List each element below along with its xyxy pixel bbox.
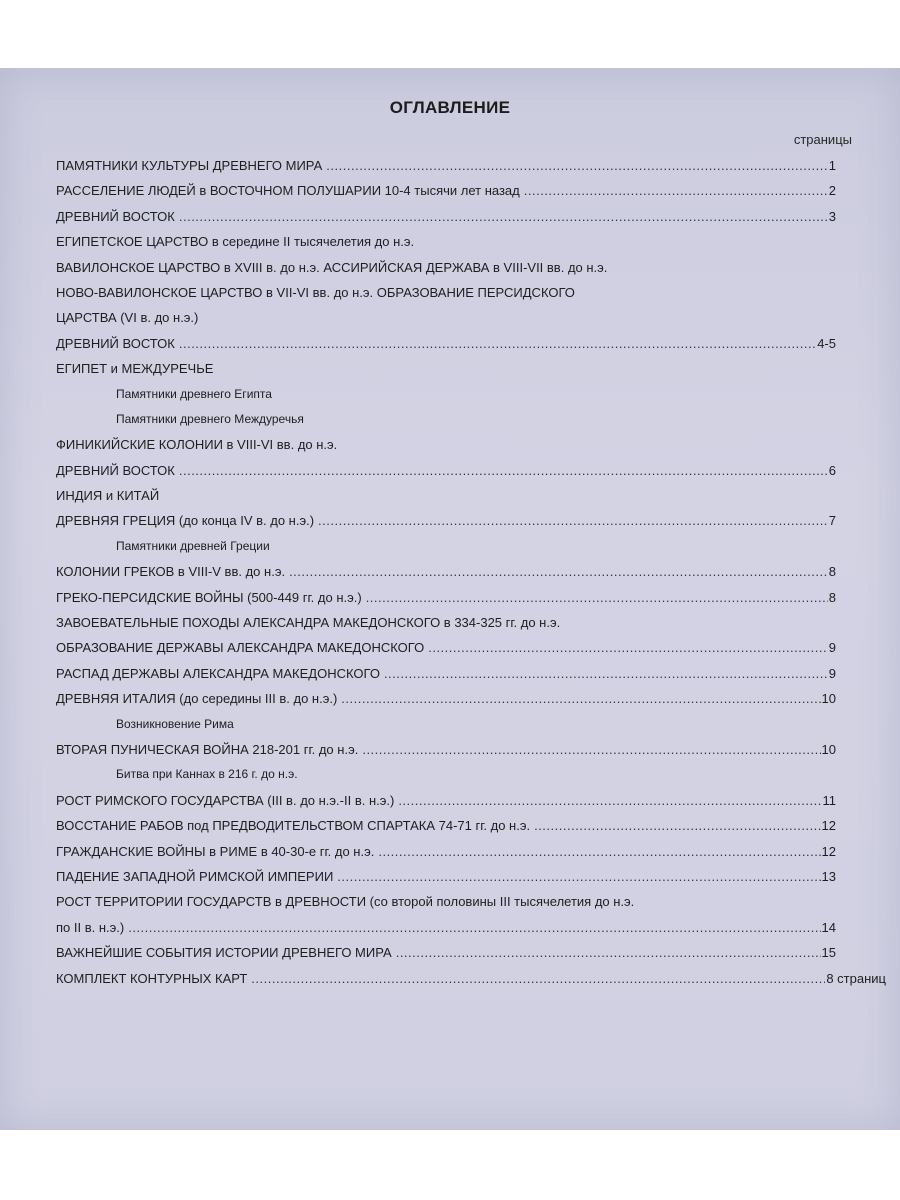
leader-dots	[337, 864, 820, 889]
toc-entry-page: 9	[828, 640, 836, 656]
leader-dots	[326, 153, 827, 178]
leader-dots	[396, 940, 821, 965]
leader-dots	[179, 458, 828, 483]
toc-entry-title: ЕГИПЕТСКОЕ ЦАРСТВО в середине II тысячелетия до н.э.	[56, 234, 415, 250]
leader-dots	[179, 204, 828, 229]
toc-entry-page: 6	[828, 462, 836, 478]
toc-entry-title: ЕГИПЕТ и МЕЖДУРЕЧЬЕ	[56, 361, 214, 377]
toc-entry	[56, 635, 836, 660]
toc-entry	[56, 966, 886, 991]
toc-entry	[56, 204, 836, 229]
toc-entry	[56, 813, 836, 838]
leader-dots	[384, 661, 828, 686]
toc-subentry-title: Памятники древней Греции	[116, 538, 270, 553]
toc-entry-title: ИНДИЯ и КИТАЙ	[56, 488, 160, 504]
toc-entry-page: 13	[821, 868, 836, 884]
toc-entry	[56, 610, 836, 635]
toc-entry-title: ВОССТАНИЕ РАБОВ под ПРЕДВОДИТЕЛЬСТВОМ СПАРТАКА 74-71 гг. до н.э.	[56, 818, 531, 834]
toc-entry-page: 12	[821, 843, 836, 859]
toc-entry-page: 8	[828, 564, 836, 580]
page-title: ОГЛАВЛЕНИЕ	[389, 98, 511, 117]
toc-entry-title: ГРАЖДАНСКИЕ ВОЙНЫ в РИМЕ в 40-30-е гг. до н.э.	[56, 843, 375, 859]
toc-entry-title: по II в. н.э.)	[56, 919, 125, 935]
toc-subentry	[56, 712, 836, 737]
toc-entry	[56, 508, 836, 533]
toc-entry	[56, 864, 836, 889]
toc-entry-title: КОЛОНИИ ГРЕКОВ в VIII-V вв. до н.э.	[56, 564, 286, 580]
leader-dots	[428, 635, 828, 660]
toc-subentry-title: Памятники древнего Египта	[116, 386, 272, 401]
toc-entry-title: ДРЕВНЯЯ ИТАЛИЯ (до середины III в. до н.э.)	[56, 691, 338, 707]
toc-entry-title: ПАМЯТНИКИ КУЛЬТУРЫ ДРЕВНЕГО МИРА	[56, 158, 323, 173]
toc-entry-page: 4-5	[817, 335, 836, 351]
leader-dots	[251, 966, 825, 991]
toc-entry-title: НОВО-ВАВИЛОНСКОЕ ЦАРСТВО в VII-VI вв. до н.э. ОБРАЗОВАНИЕ ПЕРСИДСКОГО	[56, 284, 575, 300]
toc-entry-page: 7	[828, 513, 836, 529]
toc-entry-page: 8	[828, 589, 836, 605]
toc-entry-page: 10	[821, 741, 836, 757]
toc-entry	[56, 178, 836, 203]
toc-entry	[56, 280, 836, 305]
toc-entry	[56, 788, 836, 813]
toc-subentry	[56, 534, 836, 559]
toc-entry-page: 3	[828, 208, 836, 224]
toc-entry	[56, 940, 836, 965]
toc-subentry-title: Битва при Каннах в 216 г. до н.э.	[116, 767, 298, 782]
toc-entry	[56, 305, 836, 330]
toc-subentry	[56, 407, 836, 432]
toc-entry-title: ДРЕВНИЙ ВОСТОК	[56, 335, 175, 351]
toc-entry-title: ДРЕВНИЙ ВОСТОК	[56, 462, 175, 478]
leader-dots	[289, 559, 828, 584]
pages-column-label: страницы	[793, 132, 852, 147]
toc-entry	[56, 331, 836, 356]
toc-entry	[56, 915, 836, 940]
leader-dots	[128, 915, 820, 940]
toc-entry-page: 14	[821, 919, 836, 935]
toc-entry-title: РОСТ ТЕРРИТОРИИ ГОСУДАРСТВ в ДРЕВНОСТИ (со второй половины III тысячелетия до н.э.	[56, 894, 635, 910]
toc-entry-title: РАССЕЛЕНИЕ ЛЮДЕЙ в ВОСТОЧНОМ ПОЛУШАРИИ 10-4 тысячи лет назад	[56, 183, 520, 199]
toc-entry-title: РАСПАД ДЕРЖАВЫ АЛЕКСАНДРА МАКЕДОНСКОГО	[56, 665, 380, 681]
toc-entry	[56, 432, 836, 457]
toc-entry-title: ПАДЕНИЕ ЗАПАДНОЙ РИМСКОЙ ИМПЕРИИ	[56, 868, 334, 884]
toc-entry-title: ФИНИКИЙСКИЕ КОЛОНИИ в VIII-VI вв. до н.э.	[56, 437, 338, 453]
toc-entry-page: 9	[828, 665, 836, 681]
toc-entry	[56, 483, 836, 508]
toc-entry-title: ЦАРСТВА (VI в. до н.э.)	[56, 310, 199, 326]
leader-dots	[179, 331, 816, 356]
toc-entry-title: ВАЖНЕЙШИЕ СОБЫТИЯ ИСТОРИИ ДРЕВНЕГО МИРА	[56, 945, 392, 961]
toc-entry	[56, 737, 836, 762]
toc-entry-title: ВТОРАЯ ПУНИЧЕСКАЯ ВОЙНА 218-201 гг. до н.э.	[56, 741, 359, 757]
leader-dots	[362, 737, 820, 762]
toc-subentry-title: Памятники древнего Междуречья	[116, 411, 304, 426]
toc-entry	[56, 661, 836, 686]
toc-entry-title: ГРЕКО-ПЕРСИДСКИЕ ВОЙНЫ (500-449 гг. до н.э.)	[56, 589, 362, 605]
toc-entry-title: ДРЕВНЯЯ ГРЕЦИЯ (до конца IV в. до н.э.)	[56, 513, 315, 529]
toc-entry-title: ОБРАЗОВАНИЕ ДЕРЖАВЫ АЛЕКСАНДРА МАКЕДОНСКОГО	[56, 640, 425, 656]
toc-entry-page: 15	[821, 945, 836, 961]
toc-entry	[56, 356, 836, 381]
toc-entry-title: РОСТ РИМСКОГО ГОСУДАРСТВА (III в. до н.э.-II в. н.э.)	[56, 792, 395, 808]
leader-dots	[524, 178, 828, 203]
toc-entry-page: 2	[828, 183, 836, 199]
toc-entry	[56, 229, 836, 254]
toc-entry	[56, 153, 836, 178]
leader-dots	[398, 788, 821, 813]
document-page	[0, 68, 900, 1130]
toc-entry-page: 12	[821, 818, 836, 834]
toc-entry	[56, 255, 836, 280]
toc-entry	[56, 559, 836, 584]
toc-entry	[56, 839, 836, 864]
toc-entry	[56, 585, 836, 610]
leader-dots	[318, 508, 828, 533]
leader-dots	[366, 585, 828, 610]
toc-entry-title: КОМПЛЕКТ КОНТУРНЫХ КАРТ	[56, 970, 248, 986]
toc-entry-page: 1	[828, 158, 836, 173]
toc-entry	[56, 686, 836, 711]
toc-entry	[56, 458, 836, 483]
toc-entry-title: ВАВИЛОНСКОЕ ЦАРСТВО в XVIII в. до н.э. АССИРИЙСКАЯ ДЕРЖАВА в VIII-VII вв. до н.э.	[56, 259, 608, 275]
leader-dots	[378, 839, 820, 864]
table-of-contents	[56, 153, 886, 991]
toc-subentry	[56, 382, 836, 407]
toc-entry-page: 8 страниц	[826, 970, 886, 986]
toc-entry	[56, 889, 836, 914]
toc-subentry	[56, 762, 836, 787]
leader-dots	[534, 813, 820, 838]
toc-entry-title: ДРЕВНИЙ ВОСТОК	[56, 208, 175, 224]
toc-entry-title: ЗАВОЕВАТЕЛЬНЫЕ ПОХОДЫ АЛЕКСАНДРА МАКЕДОНСКОГО в 334-325 гг. до н.э.	[56, 615, 561, 631]
toc-entry-page: 10	[821, 691, 836, 707]
toc-subentry-title: Возникновение Рима	[116, 716, 234, 731]
leader-dots	[341, 686, 820, 711]
toc-entry-page: 11	[822, 792, 836, 808]
